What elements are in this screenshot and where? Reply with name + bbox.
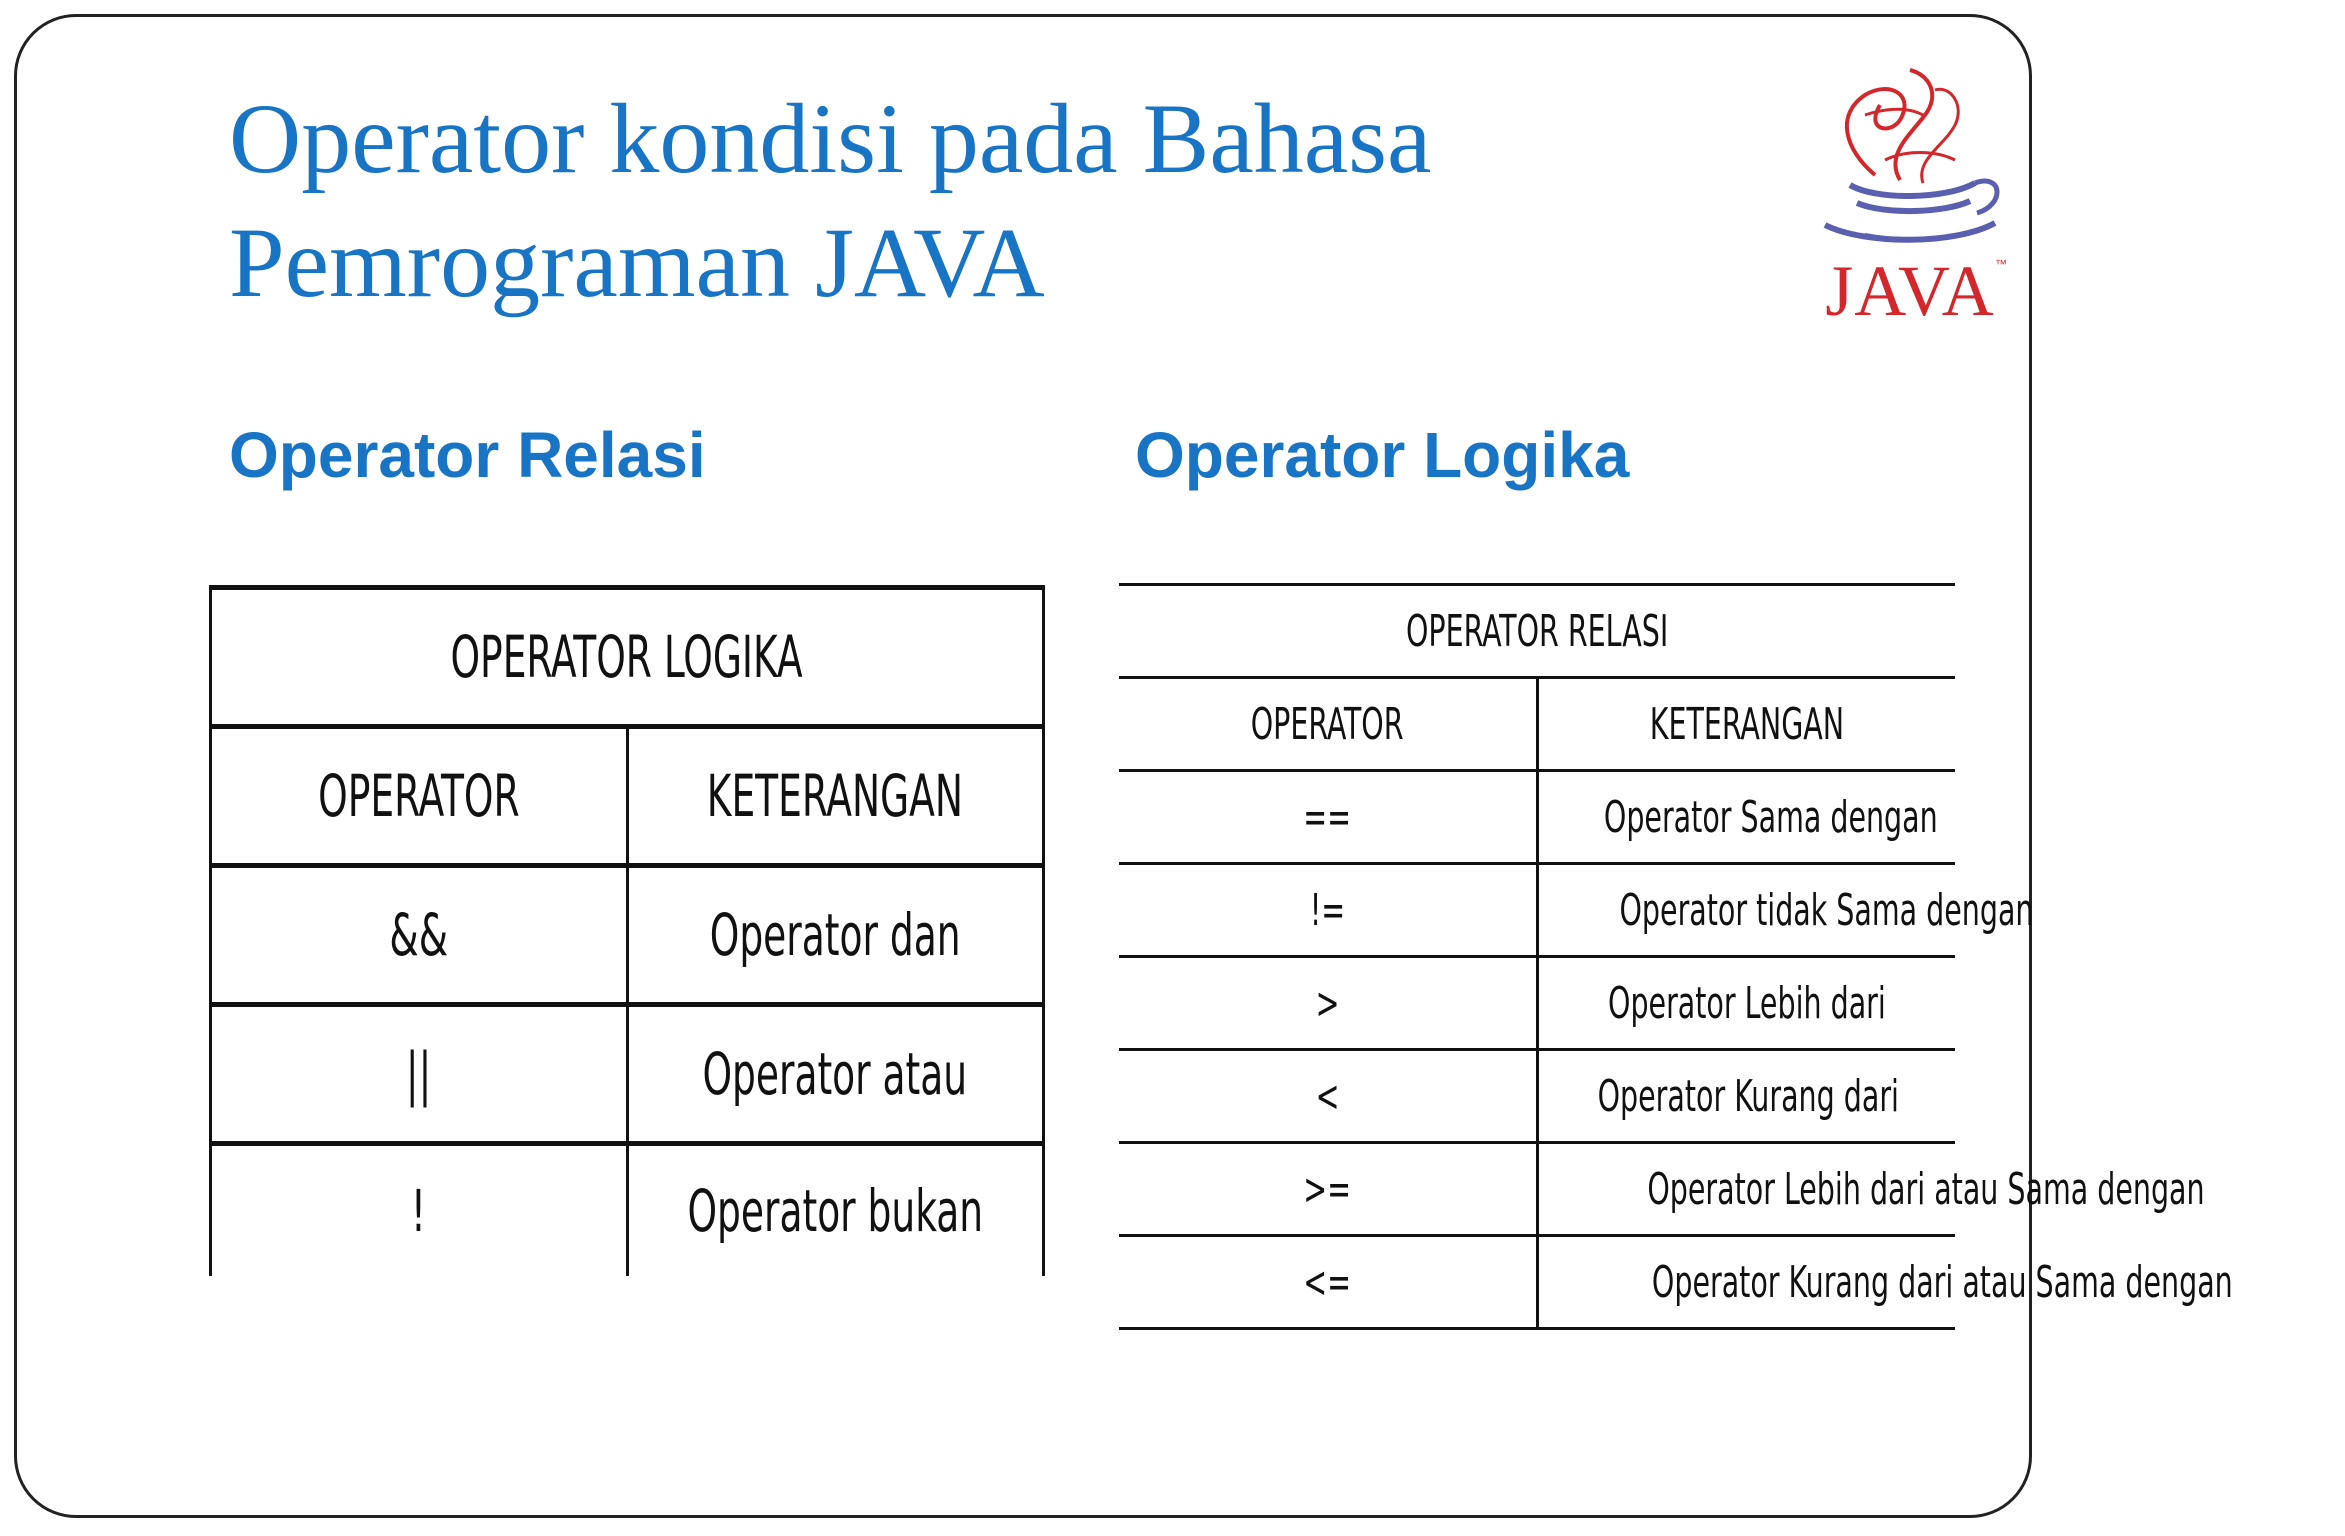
table-row bbox=[1119, 957, 1955, 1050]
table-operator-logika bbox=[209, 585, 1045, 1276]
table-caption: OPERATOR RELASI bbox=[1119, 585, 1955, 678]
cell-operator: && bbox=[211, 866, 628, 1005]
subhead-operator-logika: Operator Logika bbox=[1135, 419, 1630, 491]
cell-keterangan: Operator Lebih dari atau Sama dengan bbox=[1537, 1143, 1955, 1236]
table-operator-relasi bbox=[1119, 583, 2233, 1330]
table-row bbox=[1119, 771, 1955, 864]
java-logo-text: JAVA bbox=[1825, 251, 1995, 331]
table-row bbox=[1119, 864, 1955, 957]
cell-operator: < bbox=[1119, 1050, 1537, 1143]
table-row bbox=[211, 866, 1044, 1005]
table-row bbox=[1119, 1143, 1955, 1236]
table-row bbox=[1119, 1236, 1955, 1329]
cell-operator: >= bbox=[1119, 1143, 1537, 1236]
cell-keterangan: Operator Kurang dari atau Sama dengan bbox=[1537, 1236, 1955, 1329]
header-keterangan: KETERANGAN bbox=[1537, 678, 1955, 771]
cell-operator: || bbox=[211, 1005, 628, 1144]
table-row bbox=[211, 1144, 1044, 1277]
header-operator: OPERATOR bbox=[1119, 678, 1537, 771]
title-line-2: Pemrograman JAVA bbox=[229, 207, 1045, 318]
java-cup-icon bbox=[1805, 55, 2015, 255]
cell-keterangan: Operator atau bbox=[627, 1005, 1044, 1144]
cell-operator: != bbox=[1119, 864, 1537, 957]
cell-keterangan: Operator Sama dengan bbox=[1537, 771, 1955, 864]
table-caption: OPERATOR LOGIKA bbox=[211, 588, 1044, 727]
java-logo-trademark: ™ bbox=[1995, 257, 2007, 271]
cell-operator: == bbox=[1119, 771, 1537, 864]
slide-title bbox=[229, 77, 1649, 325]
cell-keterangan: Operator tidak Sama dengan bbox=[1537, 864, 1955, 957]
slide bbox=[14, 14, 2233, 1518]
cell-keterangan: Operator Lebih dari bbox=[1537, 957, 1955, 1050]
table-header-row bbox=[211, 727, 1044, 866]
cell-keterangan: Operator bukan bbox=[627, 1144, 1044, 1277]
header-operator: OPERATOR bbox=[211, 727, 628, 866]
table-row bbox=[211, 1005, 1044, 1144]
table-caption-row bbox=[1119, 585, 1955, 678]
cell-operator: ! bbox=[211, 1144, 628, 1277]
java-logo bbox=[1805, 55, 2015, 335]
cell-keterangan: Operator Kurang dari bbox=[1537, 1050, 1955, 1143]
header-keterangan: KETERANGAN bbox=[627, 727, 1044, 866]
cell-operator: > bbox=[1119, 957, 1537, 1050]
subhead-operator-relasi: Operator Relasi bbox=[229, 419, 706, 491]
title-line-1: Operator kondisi pada Bahasa bbox=[229, 83, 1432, 194]
cell-keterangan: Operator dan bbox=[627, 866, 1044, 1005]
table-row bbox=[1119, 1050, 1955, 1143]
table-header-row bbox=[1119, 678, 1955, 771]
cell-operator: <= bbox=[1119, 1236, 1537, 1329]
table-caption-row bbox=[211, 588, 1044, 727]
